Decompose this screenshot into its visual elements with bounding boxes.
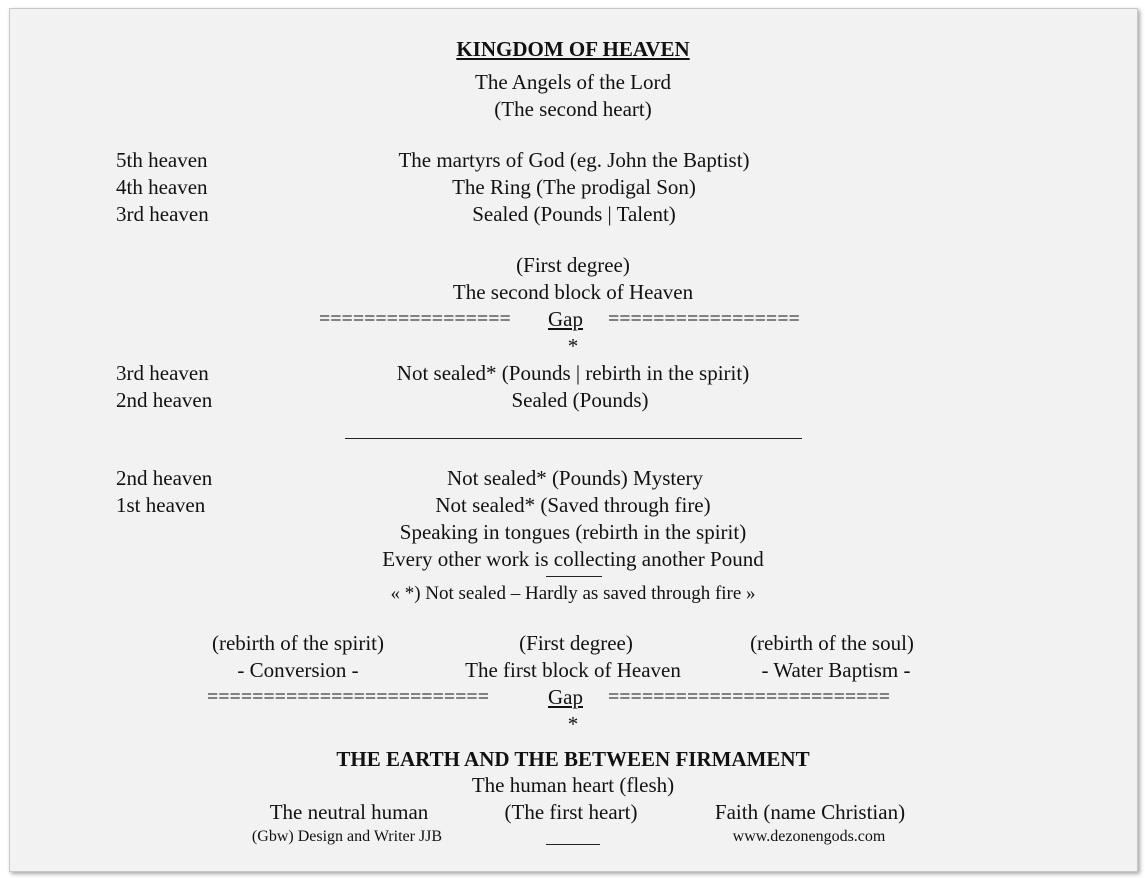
second-block-line: The second block of Heaven xyxy=(452,280,694,304)
gap1-word: Gap xyxy=(548,307,583,331)
row-5th-text: The martyrs of God (eg. John the Baptist) xyxy=(398,148,750,172)
bottom-right: Faith (name Christian) xyxy=(714,800,906,824)
footnote: « *) Not sealed – Hardly as saved through fire » xyxy=(390,583,756,604)
level-2nd-middle: 2nd heaven xyxy=(116,388,213,412)
gap2-left-rule: ========================= xyxy=(207,686,489,708)
col-center-bottom: The first block of Heaven xyxy=(465,658,681,682)
level-1st: 1st heaven xyxy=(116,493,206,517)
col-left-top: (rebirth of the spirit) xyxy=(211,631,385,655)
gap2-right-rule: ========================= xyxy=(608,686,890,708)
first-degree-upper: (First degree) xyxy=(516,253,630,277)
level-3rd-middle: 3rd heaven xyxy=(116,361,209,385)
human-heart-line: The human heart (flesh) xyxy=(471,773,675,797)
bottom-left: The neutral human xyxy=(269,800,429,824)
angels-line: The Angels of the Lord xyxy=(475,70,671,94)
col-right-top: (rebirth of the soul) xyxy=(750,631,914,655)
second-heart-line: (The second heart) xyxy=(494,97,652,121)
short-rule-upper xyxy=(546,576,602,577)
gap1-star: * xyxy=(567,334,579,358)
every-other-line: Every other work is collecting another Pound xyxy=(382,547,764,571)
gap1-left-rule: ================= xyxy=(319,308,511,330)
col-left-bottom: - Conversion - xyxy=(237,658,359,682)
row-2nd-lower-text: Not sealed* (Pounds) Mystery xyxy=(446,466,704,490)
credit-left: (Gbw) Design and Writer JJB xyxy=(251,828,443,845)
short-rule-lower xyxy=(546,844,600,845)
row-1st-text: Not sealed* (Saved through fire) xyxy=(435,493,711,517)
credit-right: www.dezonengods.com xyxy=(732,828,886,845)
row-4th-text: The Ring (The prodigal Son) xyxy=(452,175,696,199)
document-page xyxy=(9,8,1138,872)
page-title: KINGDOM OF HEAVEN xyxy=(456,37,690,61)
gap2-star: * xyxy=(567,712,579,736)
row-3rd-upper-text: Sealed (Pounds | Talent) xyxy=(472,202,676,226)
col-right-bottom: - Water Baptism - xyxy=(761,658,911,682)
level-5th: 5th heaven xyxy=(116,148,208,172)
earth-title: THE EARTH AND THE BETWEEN FIRMAMENT xyxy=(336,747,810,771)
level-3rd-upper: 3rd heaven xyxy=(116,202,209,226)
gap1-right-rule: ================= xyxy=(608,308,800,330)
bottom-center: (The first heart) xyxy=(504,800,638,824)
gap2-word: Gap xyxy=(548,685,583,709)
level-4th: 4th heaven xyxy=(116,175,208,199)
row-3rd-middle-text: Not sealed* (Pounds | rebirth in the spirit) xyxy=(396,361,750,385)
col-center-top: (First degree) xyxy=(519,631,633,655)
tongues-line: Speaking in tongues (rebirth in the spirit) xyxy=(399,520,747,544)
divider-line xyxy=(345,438,802,439)
level-2nd-lower: 2nd heaven xyxy=(116,466,213,490)
row-2nd-middle-text: Sealed (Pounds) xyxy=(511,388,649,412)
